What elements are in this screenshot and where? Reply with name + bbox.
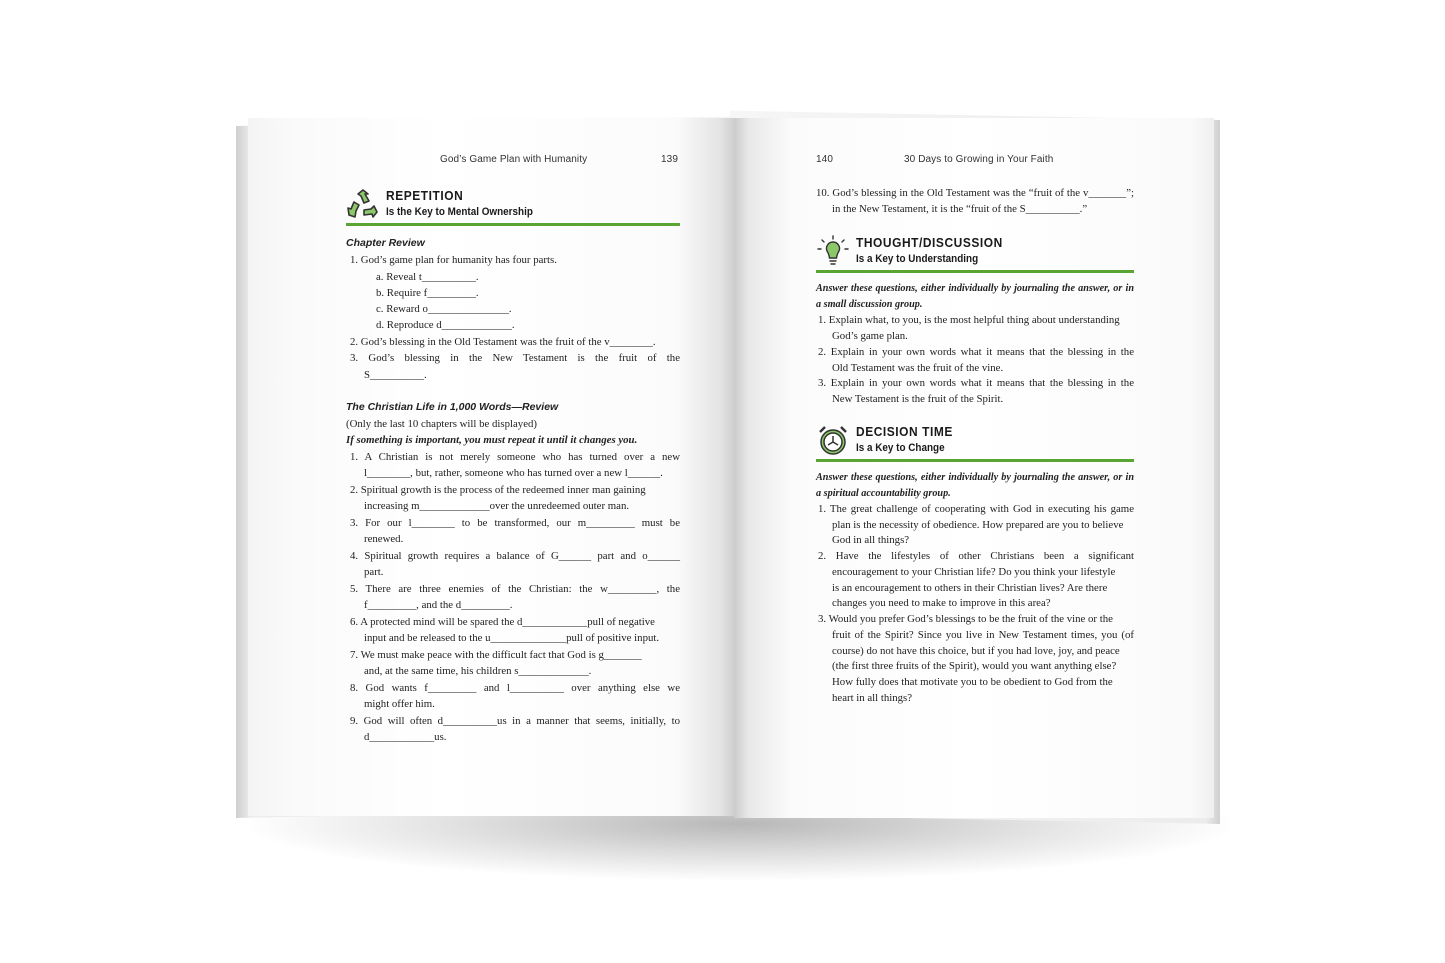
repetition-section-header bbox=[346, 188, 680, 228]
recycle-icon bbox=[346, 188, 380, 227]
page-number-right: 140 bbox=[816, 154, 833, 165]
decision-line: How fully does that motivate you to be obedient to God from the bbox=[832, 676, 1113, 688]
section-rule bbox=[346, 223, 680, 226]
thought-intro: a small discussion group. bbox=[816, 299, 923, 310]
christian-life-line: 6. A protected mind will be spared the d____________pull of negative bbox=[350, 616, 655, 628]
review-line: S__________. bbox=[364, 369, 427, 381]
christian-life-line: part. bbox=[364, 566, 384, 578]
decision-line: God in all things? bbox=[832, 534, 910, 546]
christian-life-line: might offer him. bbox=[364, 698, 435, 710]
review-line: 2. God’s blessing in the Old Testament was the fruit of the v________. bbox=[350, 336, 656, 348]
decision-intro: Answer these questions, either individually by journaling the answer, or in bbox=[816, 472, 1134, 483]
christian-life-line: renewed. bbox=[364, 533, 404, 545]
thought-line: 2. Explain in your own words what it means that the blessing in the bbox=[818, 346, 1134, 358]
christian-life-line: input and be released to the u______________pull of positive input. bbox=[364, 632, 660, 644]
section-subtitle: Is a Key to Change bbox=[856, 442, 945, 454]
christian-life-line: d____________us. bbox=[364, 731, 447, 743]
decision-line: fruit of the Spirit? Since you live in New Testament times, you (of bbox=[832, 629, 1134, 641]
section-rule bbox=[816, 459, 1134, 462]
decision-line: (the first three fruits of the Spirit), would you want anything else? bbox=[832, 660, 1117, 672]
decision-line: plan is the necessity of obedience. How prepared are you to believe bbox=[832, 519, 1124, 531]
decision-line: is an encouragement to others in their Christian lives? Are there bbox=[832, 582, 1108, 594]
item-10-line: 10. God’s blessing in the Old Testament was the “fruit of the v_______”; bbox=[816, 187, 1134, 199]
running-head-left: God’s Game Plan with Humanity bbox=[440, 154, 588, 165]
christian-life-line: 3. For our l________ to be transformed, our m_________ must be bbox=[350, 517, 680, 529]
decision-line: heart in all things? bbox=[832, 692, 913, 704]
section-title: REPETITION bbox=[386, 188, 464, 203]
lightbulb-icon bbox=[816, 235, 850, 274]
decision-line: 3. Would you prefer God’s blessings to be the fruit of the vine or the bbox=[818, 613, 1113, 625]
left-page bbox=[248, 118, 734, 816]
decision-line: encouragement to your Christian life? Do you think your lifestyle bbox=[832, 566, 1116, 578]
thought-section-header bbox=[816, 235, 1134, 275]
decision-intro: a spiritual accountability group. bbox=[816, 488, 951, 499]
thought-line: New Testament is the fruit of the Spirit. bbox=[832, 393, 1004, 405]
running-head-right: 30 Days to Growing in Your Faith bbox=[904, 154, 1054, 165]
alarm-clock-icon bbox=[816, 424, 850, 463]
christian-life-line: and, at the same time, his children s_____________. bbox=[364, 665, 592, 677]
decision-line: course) do not have this choice, but if you had love, joy, and peace bbox=[832, 645, 1120, 657]
review-line: 3. God’s blessing in the New Testament is the fruit of the bbox=[350, 352, 680, 364]
decision-section-header bbox=[816, 424, 1134, 464]
section-title: DECISION TIME bbox=[856, 424, 953, 439]
christian-life-heading: The Christian Life in 1,000 Words—Review bbox=[346, 401, 559, 413]
review-line: 1. God’s game plan for humanity has four parts. bbox=[350, 254, 557, 266]
section-subtitle: Is the Key to Mental Ownership bbox=[386, 206, 533, 218]
thought-line: Old Testament was the fruit of the vine. bbox=[832, 362, 1004, 374]
thought-intro: Answer these questions, either individually by journaling the answer, or in bbox=[816, 283, 1134, 294]
thought-line: 3. Explain in your own words what it means that the blessing in the bbox=[818, 377, 1134, 389]
thought-line: God’s game plan. bbox=[832, 330, 908, 342]
chapter-review-heading: Chapter Review bbox=[346, 237, 425, 249]
review-line: c. Reward o_______________. bbox=[376, 303, 512, 315]
christian-life-line: f_________, and the d_________. bbox=[364, 599, 513, 611]
christian-life-motto: If something is important, you must repeat it until it changes you. bbox=[346, 434, 638, 446]
decision-line: changes you need to make to improve in this area? bbox=[832, 597, 1051, 609]
decision-line: 1. The great challenge of cooperating with God in executing his game bbox=[818, 503, 1134, 515]
christian-life-line: 9. God will often d__________us in a manner that seems, initially, to bbox=[350, 715, 680, 727]
review-line: b. Require f_________. bbox=[376, 287, 479, 299]
christian-life-note: (Only the last 10 chapters will be displayed) bbox=[346, 418, 537, 430]
christian-life-line: 1. A Christian is not merely someone who has turned over a new bbox=[350, 451, 680, 463]
section-subtitle: Is a Key to Understanding bbox=[856, 253, 979, 265]
christian-life-line: 8. God wants f_________ and l__________ over anything else we bbox=[350, 682, 680, 694]
christian-life-line: 5. There are three enemies of the Christian: the w_________, the bbox=[350, 583, 680, 595]
decision-line: 2. Have the lifestyles of other Christians been a significant bbox=[818, 550, 1134, 562]
christian-life-line: 2. Spiritual growth is the process of the redeemed inner man gaining bbox=[350, 484, 646, 496]
section-title: THOUGHT/DISCUSSION bbox=[856, 235, 1003, 250]
christian-life-line: increasing m_____________over the unredeemed outer man. bbox=[364, 500, 630, 512]
christian-life-line: 7. We must make peace with the difficult fact that God is g_______ bbox=[350, 649, 642, 661]
review-line: d. Reproduce d_____________. bbox=[376, 319, 515, 331]
christian-life-line: 4. Spiritual growth requires a balance of G______ part and o______ bbox=[350, 550, 680, 562]
page-number-left: 139 bbox=[661, 154, 678, 165]
right-page bbox=[734, 118, 1214, 818]
section-rule bbox=[816, 270, 1134, 273]
item-10-line: in the New Testament, it is the “fruit of the S__________.” bbox=[832, 203, 1088, 215]
review-line: a. Reveal t__________. bbox=[376, 271, 479, 283]
thought-line: 1. Explain what, to you, is the most helpful thing about understanding bbox=[818, 314, 1120, 326]
christian-life-line: l________, but, rather, someone who has turned over a new l______. bbox=[364, 467, 663, 479]
